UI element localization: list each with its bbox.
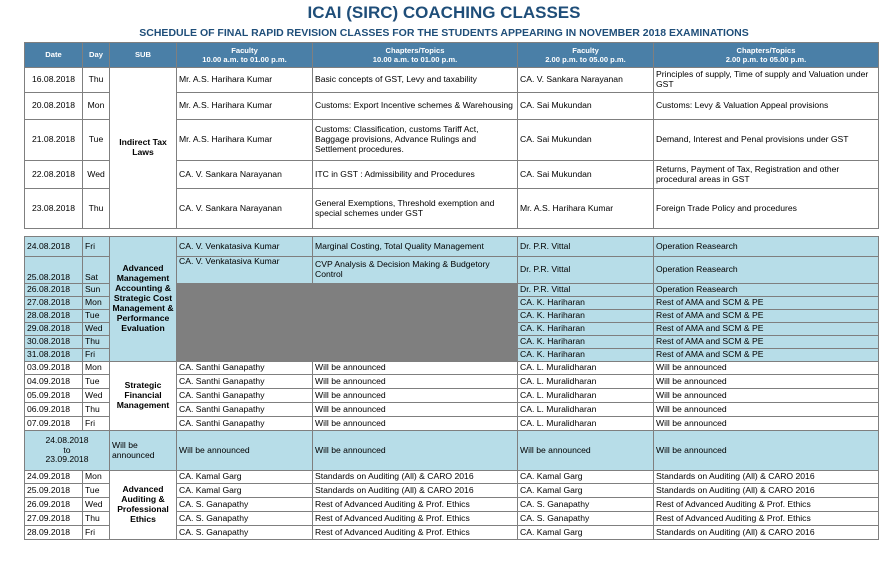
table-row [25, 431, 879, 471]
faculty-pm-cell: CA. Sai Mukundan [518, 161, 654, 189]
faculty-am-cell: Mr. A.S. Harihara Kumar [177, 120, 313, 161]
topic-pm-cell: Will be announced [654, 375, 879, 389]
day-cell: Wed [83, 498, 110, 512]
faculty-pm-cell: CA. K. Hariharan [518, 323, 654, 336]
day-cell: Tue [83, 484, 110, 498]
faculty-pm-cell: CA. Kamal Garg [518, 484, 654, 498]
topic-pm-cell: Standards on Auditing (All) & CARO 2016 [654, 484, 879, 498]
blank-topic-cell [313, 336, 518, 349]
topic-pm-cell: Returns, Payment of Tax, Registration and other procedural areas in GST [654, 161, 879, 189]
topic-am-cell: Will be announced [313, 403, 518, 417]
day-cell: Tue [83, 310, 110, 323]
faculty-am-cell: CA. V. Sankara Narayanan [177, 189, 313, 229]
date-cell: 06.09.2018 [25, 403, 83, 417]
date-cell: 29.08.2018 [25, 323, 83, 336]
topic-pm-cell: Will be announced [654, 403, 879, 417]
subject-cell: Advanced Auditing & Professional Ethics [110, 471, 177, 540]
date-cell: 03.09.2018 [25, 362, 83, 375]
faculty-pm-cell: Dr. P.R. Vittal [518, 284, 654, 297]
topic-am-cell: Will be announced [313, 431, 518, 471]
topic-pm-cell: Principles of supply, Time of supply and Valuation under GST [654, 68, 879, 93]
table-row [25, 68, 879, 93]
faculty-am-cell: CA. Santhi Ganapathy [177, 362, 313, 375]
faculty-am-cell: CA. Santhi Ganapathy [177, 417, 313, 431]
topic-pm-cell: Rest of AMA and SCM & PE [654, 297, 879, 310]
date-cell: 26.08.2018 [25, 284, 83, 297]
blank-topic-cell [313, 323, 518, 336]
day-cell: Tue [83, 120, 110, 161]
topic-pm-cell: Rest of AMA and SCM & PE [654, 323, 879, 336]
blank-faculty-cell [177, 310, 313, 323]
day-cell: Mon [83, 471, 110, 484]
table-row [25, 362, 879, 375]
faculty-am-cell: Will be announced [177, 431, 313, 471]
faculty-am-cell: Mr. A.S. Harihara Kumar [177, 68, 313, 93]
faculty-pm-cell: CA. L. Muralidharan [518, 362, 654, 375]
day-cell: Thu [83, 336, 110, 349]
faculty-pm-cell: CA. L. Muralidharan [518, 375, 654, 389]
topic-pm-cell: Rest of AMA and SCM & PE [654, 336, 879, 349]
topic-am-cell: General Exemptions, Threshold exemption and special schemes under GST [313, 189, 518, 229]
col-header-faculty-pm: Faculty 2.00 p.m. to 05.00 p.m. [518, 43, 654, 68]
faculty-am-cell: Mr. A.S. Harihara Kumar [177, 93, 313, 120]
day-cell: Fri [83, 417, 110, 431]
subject-cell: Strategic Financial Management [110, 362, 177, 431]
topic-am-cell: Basic concepts of GST, Levy and taxability [313, 68, 518, 93]
topic-am-cell: Rest of Advanced Auditing & Prof. Ethics [313, 512, 518, 526]
faculty-pm-cell: Dr. P.R. Vittal [518, 237, 654, 257]
date-cell: 20.08.2018 [25, 93, 83, 120]
faculty-pm-cell: Mr. A.S. Harihara Kumar [518, 189, 654, 229]
topic-pm-cell: Will be announced [654, 389, 879, 403]
day-cell: Mon [83, 297, 110, 310]
topic-am-cell: Will be announced [313, 389, 518, 403]
faculty-pm-cell: CA. L. Muralidharan [518, 389, 654, 403]
faculty-am-cell: CA. Santhi Ganapathy [177, 375, 313, 389]
day-cell: Thu [83, 512, 110, 526]
faculty-am-cell: CA. V. Venkatasiva Kumar [177, 237, 313, 257]
topic-am-cell: Customs: Export Incentive schemes & Warehousing [313, 93, 518, 120]
faculty-pm-cell: Will be announced [518, 431, 654, 471]
faculty-pm-cell: CA. Kamal Garg [518, 471, 654, 484]
topic-pm-cell: Customs: Levy & Valuation Appeal provisions [654, 93, 879, 120]
page-subtitle: SCHEDULE OF FINAL RAPID REVISION CLASSES FOR THE STUDENTS APPEARING IN NOVEMBER 2018 EXAMINATIONS [139, 27, 749, 39]
faculty-pm-cell: CA. L. Muralidharan [518, 417, 654, 431]
topic-pm-cell: Rest of AMA and SCM & PE [654, 310, 879, 323]
col-header-day: Day [83, 43, 110, 68]
date-cell: 24.08.2018 [25, 237, 83, 257]
day-cell: Sun [83, 284, 110, 297]
blank-topic-cell [313, 310, 518, 323]
faculty-pm-cell: CA. K. Hariharan [518, 297, 654, 310]
subject-cell: Indirect Tax Laws [110, 68, 177, 229]
blank-topic-cell [313, 297, 518, 310]
date-cell: 25.08.2018 [25, 257, 83, 284]
blank-faculty-cell [177, 284, 313, 297]
subject-cell: Will be announced [110, 431, 177, 471]
topic-am-cell: Will be announced [313, 375, 518, 389]
col-header-sub: SUB [110, 43, 177, 68]
day-cell: Fri [83, 349, 110, 362]
date-range-cell: 24.08.2018 to 23.09.2018 [25, 431, 110, 471]
page-title: ICAI (SIRC) COACHING CLASSES [307, 3, 581, 22]
col-header-chapters-pm: Chapters/Topics 2.00 p.m. to 05.00 p.m. [654, 43, 879, 68]
spacer-row [25, 229, 879, 237]
faculty-pm-cell: CA. S. Ganapathy [518, 498, 654, 512]
topic-pm-cell: Operation Reasearch [654, 284, 879, 297]
topic-am-cell: Will be announced [313, 417, 518, 431]
day-cell: Fri [83, 237, 110, 257]
table-header-row [25, 43, 879, 68]
date-cell: 22.08.2018 [25, 161, 83, 189]
faculty-pm-cell: Dr. P.R. Vittal [518, 257, 654, 284]
faculty-am-cell: CA. S. Ganapathy [177, 526, 313, 540]
date-cell: 04.09.2018 [25, 375, 83, 389]
topic-am-cell: ITC in GST : Admissibility and Procedures [313, 161, 518, 189]
faculty-pm-cell: CA. Sai Mukundan [518, 120, 654, 161]
faculty-am-cell: CA. Kamal Garg [177, 471, 313, 484]
topic-am-cell: Marginal Costing, Total Quality Management [313, 237, 518, 257]
day-cell: Thu [83, 189, 110, 229]
date-cell: 23.08.2018 [25, 189, 83, 229]
faculty-pm-cell: CA. L. Muralidharan [518, 403, 654, 417]
date-cell: 25.09.2018 [25, 484, 83, 498]
blank-faculty-cell [177, 336, 313, 349]
day-cell: Sat [83, 257, 110, 284]
date-cell: 16.08.2018 [25, 68, 83, 93]
faculty-am-cell: CA. Santhi Ganapathy [177, 403, 313, 417]
date-cell: 27.08.2018 [25, 297, 83, 310]
day-cell: Wed [83, 161, 110, 189]
date-cell: 27.09.2018 [25, 512, 83, 526]
blank-topic-cell [313, 349, 518, 362]
faculty-pm-cell: CA. K. Hariharan [518, 349, 654, 362]
faculty-am-cell: CA. V. Sankara Narayanan [177, 161, 313, 189]
date-cell: 30.08.2018 [25, 336, 83, 349]
col-header-faculty-am: Faculty 10.00 a.m. to 01.00 p.m. [177, 43, 313, 68]
col-header-chapters-am: Chapters/Topics 10.00 a.m. to 01.00 p.m. [313, 43, 518, 68]
schedule-table [24, 42, 879, 540]
col-header-date: Date [25, 43, 83, 68]
topic-am-cell: Rest of Advanced Auditing & Prof. Ethics [313, 498, 518, 512]
faculty-pm-cell: CA. Kamal Garg [518, 526, 654, 540]
faculty-pm-cell: CA. Sai Mukundan [518, 93, 654, 120]
topic-pm-cell: Rest of AMA and SCM & PE [654, 349, 879, 362]
topic-pm-cell: Rest of Advanced Auditing & Prof. Ethics [654, 498, 879, 512]
table-row [25, 471, 879, 484]
date-cell: 24.09.2018 [25, 471, 83, 484]
day-cell: Mon [83, 93, 110, 120]
topic-am-cell: Rest of Advanced Auditing & Prof. Ethics [313, 526, 518, 540]
topic-pm-cell: Foreign Trade Policy and procedures [654, 189, 879, 229]
topic-pm-cell: Operation Reasearch [654, 237, 879, 257]
topic-pm-cell: Rest of Advanced Auditing & Prof. Ethics [654, 512, 879, 526]
day-cell: Thu [83, 68, 110, 93]
date-cell: 26.09.2018 [25, 498, 83, 512]
faculty-pm-cell: CA. K. Hariharan [518, 310, 654, 323]
date-cell: 07.09.2018 [25, 417, 83, 431]
date-cell: 31.08.2018 [25, 349, 83, 362]
topic-am-cell: Will be announced [313, 362, 518, 375]
faculty-am-cell: CA. S. Ganapathy [177, 498, 313, 512]
date-cell: 05.09.2018 [25, 389, 83, 403]
blank-topic-cell [313, 284, 518, 297]
day-cell: Wed [83, 389, 110, 403]
subject-cell: Advanced Management Accounting & Strategic Cost Management & Performance Evaluation [110, 237, 177, 362]
blank-faculty-cell [177, 349, 313, 362]
topic-am-cell: Standards on Auditing (All) & CARO 2016 [313, 471, 518, 484]
date-cell: 28.08.2018 [25, 310, 83, 323]
topic-pm-cell: Standards on Auditing (All) & CARO 2016 [654, 471, 879, 484]
topic-pm-cell: Standards on Auditing (All) & CARO 2016 [654, 526, 879, 540]
faculty-pm-cell: CA. K. Hariharan [518, 336, 654, 349]
topic-am-cell: Standards on Auditing (All) & CARO 2016 [313, 484, 518, 498]
faculty-am-cell: CA. Kamal Garg [177, 484, 313, 498]
date-cell: 21.08.2018 [25, 120, 83, 161]
date-cell: 28.09.2018 [25, 526, 83, 540]
faculty-pm-cell: CA. V. Sankara Narayanan [518, 68, 654, 93]
topic-pm-cell: Will be announced [654, 362, 879, 375]
day-cell: Fri [83, 526, 110, 540]
faculty-pm-cell: CA. S. Ganapathy [518, 512, 654, 526]
topic-am-cell: CVP Analysis & Decision Making & Budgetory Control [313, 257, 518, 284]
faculty-am-cell: CA. S. Ganapathy [177, 512, 313, 526]
day-cell: Tue [83, 375, 110, 389]
topic-pm-cell: Will be announced [654, 431, 879, 471]
day-cell: Thu [83, 403, 110, 417]
topic-pm-cell: Operation Reasearch [654, 257, 879, 284]
day-cell: Mon [83, 362, 110, 375]
table-row [25, 237, 879, 257]
blank-faculty-cell [177, 297, 313, 310]
faculty-am-cell: CA. Santhi Ganapathy [177, 389, 313, 403]
topic-pm-cell: Demand, Interest and Penal provisions under GST [654, 120, 879, 161]
faculty-am-cell: CA. V. Venkatasiva Kumar [177, 257, 313, 284]
blank-faculty-cell [177, 323, 313, 336]
topic-am-cell: Customs: Classification, customs Tariff Act, Baggage provisions, Advance Rulings and Settlement procedures. [313, 120, 518, 161]
day-cell: Wed [83, 323, 110, 336]
topic-pm-cell: Will be announced [654, 417, 879, 431]
